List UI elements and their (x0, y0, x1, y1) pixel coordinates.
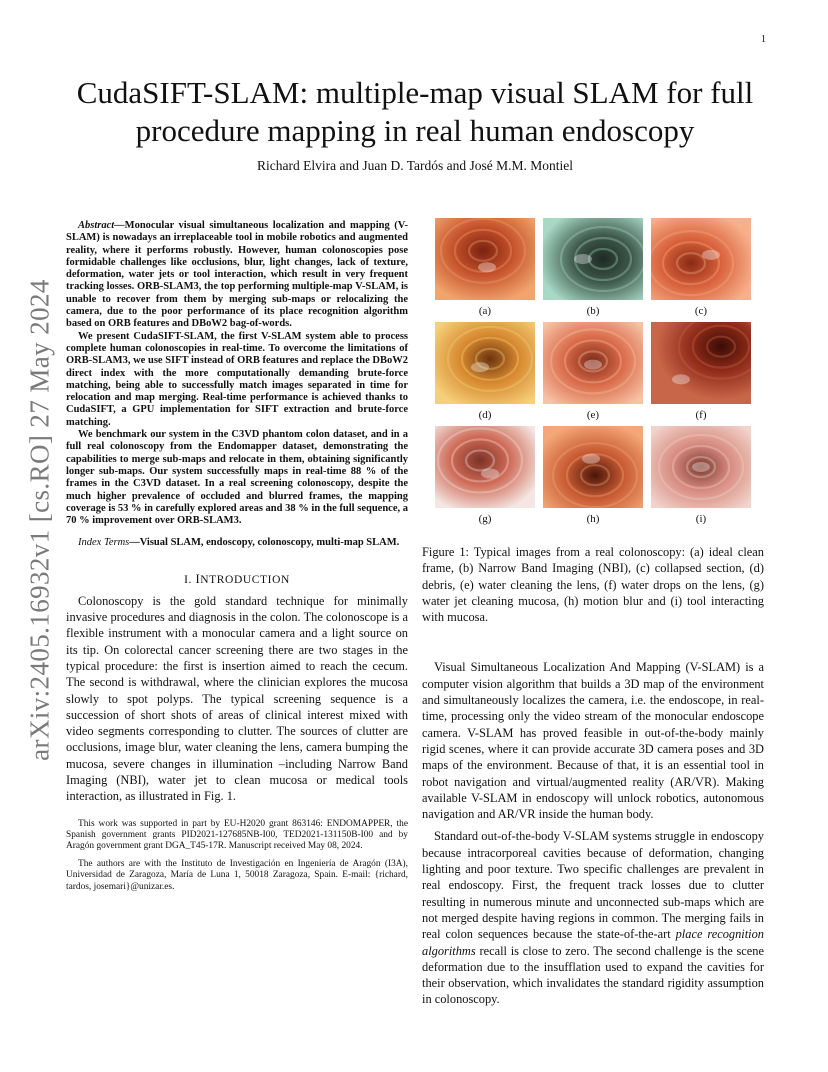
figure-panel-label: (g) (478, 513, 492, 525)
figure-panel-label: (c) (694, 305, 708, 317)
section-first-letter: I (195, 571, 201, 586)
authors: Richard Elvira and Juan D. Tardós and José M.M. Montiel (256, 158, 573, 173)
index-terms-lead: Index Terms (78, 537, 130, 549)
left-column (66, 220, 408, 899)
abstract-lead: Abstract (78, 220, 115, 231)
challenges-emphasis: place recognition algorithms (422, 927, 764, 958)
challenges-text-a: Standard out-of-the-body V-SLAM systems struggle in endoscopy because intracorporeal cavities because of deformation, changing lighting and poor texture. Two specific challenges are prevalent in real endoscopy. First, the frequent track losses due to clutter resulting in numerous minute and unconnected sub-maps which are not merged despite having regions in common. The merging fails in real colon sequences because the state-of-the-art (422, 829, 764, 942)
figure-panel (651, 322, 751, 426)
figure-panel (543, 322, 643, 426)
figure-panel-label: (e) (586, 409, 600, 421)
section-heading-introduction (66, 572, 408, 587)
endoscopy-image (651, 322, 751, 404)
footnotes (66, 819, 408, 893)
figure-panel (651, 426, 751, 530)
figure-panel (435, 426, 535, 530)
endoscopy-image (651, 218, 751, 300)
challenges-text-b: recall is close to zero. The second challenge is the scene deformation due to the insufflation used to expand the cavities for their observation, which invalidates the standard rigidity assumption in colonoscopy. (422, 943, 764, 1007)
right-body-text (422, 659, 764, 1007)
figure-panel-label: (a) (478, 305, 492, 317)
abstract-paragraph-3: We benchmark our system in the C3VD phantom colon dataset, and in a full real colonoscopy from the Endomapper dataset, demonstrating the capabilities to merge sub-maps and relocate in them, obtaining significantly longer sub-maps. Our system successfully maps in real-time 88 % of the frames in the C3VD dataset. In a real screening colonoscopy, despite the much higher prevalence of occluded and blurred frames, the mapping coverage is 53 % in carefully explored areas and 38 % in the full sequence, a 70 % improvement over ORB-SLAM3. (66, 429, 408, 527)
abstract (66, 220, 408, 527)
endoscopy-image (651, 426, 751, 508)
arxiv-stamp: arXiv:2405.16932v1 [cs.RO] 27 May 2024 (24, 279, 55, 761)
footnote-funding: This work was supported in part by EU-H2020 grant 863146: ENDOMAPPER, the Spanish government grants PID2021-127685NB-I00, TED2021-131150B-I00 and by Aragón government grant DGA_T45-17R. Manuscript received May 08, 2024. (66, 818, 408, 852)
introduction-body (66, 593, 408, 805)
figure-1-caption: Figure 1: Typical images from a real colonoscopy: (a) ideal clean frame, (b) Narrow Band Imaging (NBI), (c) collapsed section, (d) debris, (e) water cleaning the lens, (f) water drops on the lens, (g) water jet cleaning mucosa, (h) motion blur and (i) tool interacting with mucosa. (422, 545, 764, 625)
section-title-rest: NTRODUCTION (200, 573, 290, 586)
abstract-text-1: —Monocular visual simultaneous localization and mapping (V-SLAM) is nowadays an irreplaceable tool in mobile robotics and augmented reality, where it performs robustly. However, human colonoscopies pose formidable challenges like occlusions, blur, light changes, lack of texture, deformation, water jets or tool interaction, which result in very frequent tracking losses. ORB-SLAM3, the top performing multiple-map V-SLAM, is unable to recover from them by merging sub-maps or relocalizing the camera, due to the poor performance of its place recognition algorithm based on ORB features and DBoW2 bag-of-words. (66, 220, 408, 330)
endoscopy-image (543, 218, 643, 300)
challenges-paragraph (422, 828, 764, 1007)
figure-panel-label: (d) (478, 409, 492, 421)
figure-panel (435, 322, 535, 426)
figure-panel (543, 218, 643, 322)
figure-panel-label: (b) (586, 305, 600, 317)
figure-1-grid (422, 218, 764, 530)
vslam-paragraph: Visual Simultaneous Localization And Mapping (V-SLAM) is a computer vision algorithm that builds a 3D map of the environment and simultaneously localizes the camera, i.e. the endoscope, in real-time, processing only the video stream of the monocular endoscope camera. V-SLAM has proved feasible in out-of-the-body mainly rigid scenes, where it can provide accurate 3D camera poses and 3D maps of the environment. Because of that, it is an essential tool in robot navigation and virtual/augmented reality (AR/VR). Making available V-SLAM in endoscopy will unlock robotics, autonomous navigation and AR/VR inside the human body. (422, 660, 764, 822)
endoscopy-image (435, 218, 535, 300)
right-column (422, 218, 764, 1008)
figure-panel (651, 218, 751, 322)
figure-panel (543, 426, 643, 530)
section-numeral: I. (184, 573, 196, 586)
endoscopy-image (435, 322, 535, 404)
figure-panel-label: (i) (695, 513, 707, 525)
endoscopy-image (543, 426, 643, 508)
paper-title: CudaSIFT-SLAM: multiple-map visual SLAM for full procedure mapping in real human endoscopy (76, 75, 754, 148)
intro-paragraph: Colonoscopy is the gold standard technique for minimally invasive procedures and diagnosis in the colon. The colonoscope is a flexible instrument with a monocular camera and a light source on its tip. On colorectal cancer screening there are two stages in the typical procedure: the first is insertion aimed to reach the cecum. The second is withdrawal, where the clinician explores the mucosa slowly to spot polyps. The typical screening sequence is a succession of short shots of areas of clinical interest mixed with video segments corresponding to clutter. The sources of clutter are occlusions, image blur, water cleaning the lens, camera bumping the mucosa, severe changes in illumination –including Narrow Band Imaging (NBI), water jet to clean mucosa or medical tools interaction, as illustrated in Fig. 1. (66, 593, 408, 804)
figure-panel-label: (h) (586, 513, 600, 525)
index-terms-text: —Visual SLAM, endoscopy, colonoscopy, multi-map SLAM. (129, 537, 400, 549)
index-terms (66, 537, 408, 549)
figure-panel-label: (f) (695, 409, 707, 421)
abstract-paragraph-1 (66, 220, 408, 331)
abstract-paragraph-2: We present CudaSIFT-SLAM, the first V-SLAM system able to process complete human colonoscopies in real-time. To overcome the limitations of ORB-SLAM3, we use SIFT instead of ORB features and replace the DBoW2 direct index with the more computationally demanding brute-force matching, being able to successfully match images separated in time for relocation and map merging. Real-time performance is achieved thanks to CudaSIFT, a GPU implementation for SIFT extraction and brute-force matching. (66, 330, 408, 428)
endoscopy-image (543, 322, 643, 404)
page-number: 1 (761, 34, 766, 45)
endoscopy-image (435, 426, 535, 508)
figure-panel (435, 218, 535, 322)
footnote-affiliation: The authors are with the Instituto de Investigación en Ingeniería de Aragón (I3A), Universidad de Zaragoza, María de Luna 1, 50018 Zaragoza, Spain. E-mail: {richard, tardos, josemari}@unizar.es. (66, 858, 408, 892)
